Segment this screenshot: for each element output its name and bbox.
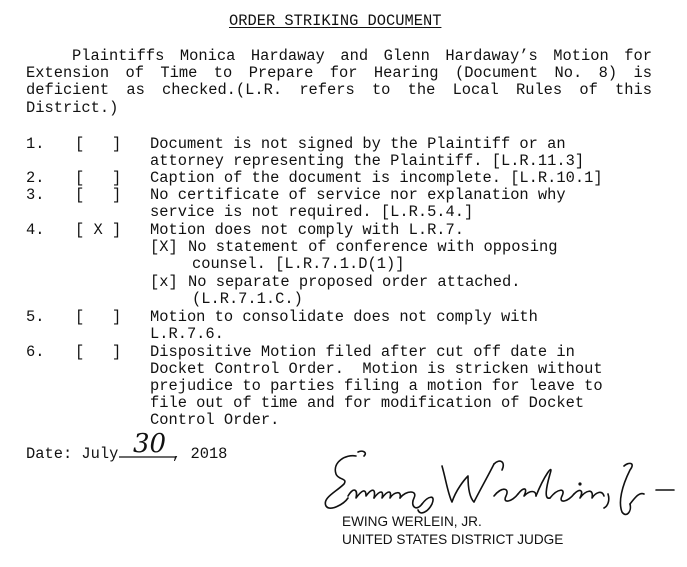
item-number: 1. xyxy=(26,135,45,153)
date-label: Date: July xyxy=(26,445,119,463)
date-year: , 2018 xyxy=(172,445,228,463)
item-checkbox: [ ] xyxy=(75,135,122,153)
item-text: attorney representing the Plaintiff. [L.R.11.3] xyxy=(150,152,585,170)
svg-text:30: 30 xyxy=(133,430,167,459)
item-checkbox: [ X ] xyxy=(75,221,122,239)
item-text: Control Order. xyxy=(150,411,280,429)
subitem-checkbox: [X] xyxy=(150,238,178,256)
subitem-text: counsel. [L.R.7.1.D(1)] xyxy=(192,255,405,273)
subitem-checkbox: [x] xyxy=(150,273,178,291)
subitem-text: No statement of conference with opposing xyxy=(188,238,558,256)
item-text: service is not required. [L.R.5.4.] xyxy=(150,203,474,221)
handwritten-date-day xyxy=(119,430,177,460)
item-number: 3. xyxy=(26,186,45,204)
item-text: Docket Control Order. Motion is stricken without xyxy=(150,360,603,378)
item-number: 6. xyxy=(26,343,45,361)
document-title: ORDER STRIKING DOCUMENT xyxy=(229,12,442,30)
subitem-text: No separate proposed order attached. xyxy=(188,273,521,291)
item-text: L.R.7.6. xyxy=(150,325,224,343)
judge-title: UNITED STATES DISTRICT JUDGE xyxy=(342,532,564,547)
item-text: Motion to consolidate does not comply with xyxy=(150,308,538,326)
item-checkbox: [ ] xyxy=(75,343,122,361)
intro-paragraph: Plaintiffs Monica Hardaway and Glenn Hardaway’s Motion for Extension of Time to Prepare for Hearing (Document No. 8) is deficient as checked.(L.R. refers to the Local Rules of this District.) xyxy=(26,47,652,117)
item-text: Dispositive Motion filed after cut off date in xyxy=(150,343,575,361)
item-text: prejudice to parties filing a motion for leave to xyxy=(150,377,603,395)
item-checkbox: [ ] xyxy=(75,186,122,204)
item-text: No certificate of service nor explanation why xyxy=(150,186,566,204)
item-checkbox: [ ] xyxy=(75,169,122,187)
item-text: file out of time and for modification of Docket xyxy=(150,394,585,412)
subitem-text: (L.R.7.1.C.) xyxy=(192,290,303,308)
item-text: Caption of the document is incomplete. [L.R.10.1] xyxy=(150,169,603,187)
item-number: 2. xyxy=(26,169,45,187)
item-text: Document is not signed by the Plaintiff or an xyxy=(150,135,566,153)
item-text: Motion does not comply with L.R.7. xyxy=(150,221,465,239)
item-number: 4. xyxy=(26,221,45,239)
item-checkbox: [ ] xyxy=(75,308,122,326)
judge-name: EWING WERLEIN, JR. xyxy=(342,514,482,529)
item-number: 5. xyxy=(26,308,45,326)
